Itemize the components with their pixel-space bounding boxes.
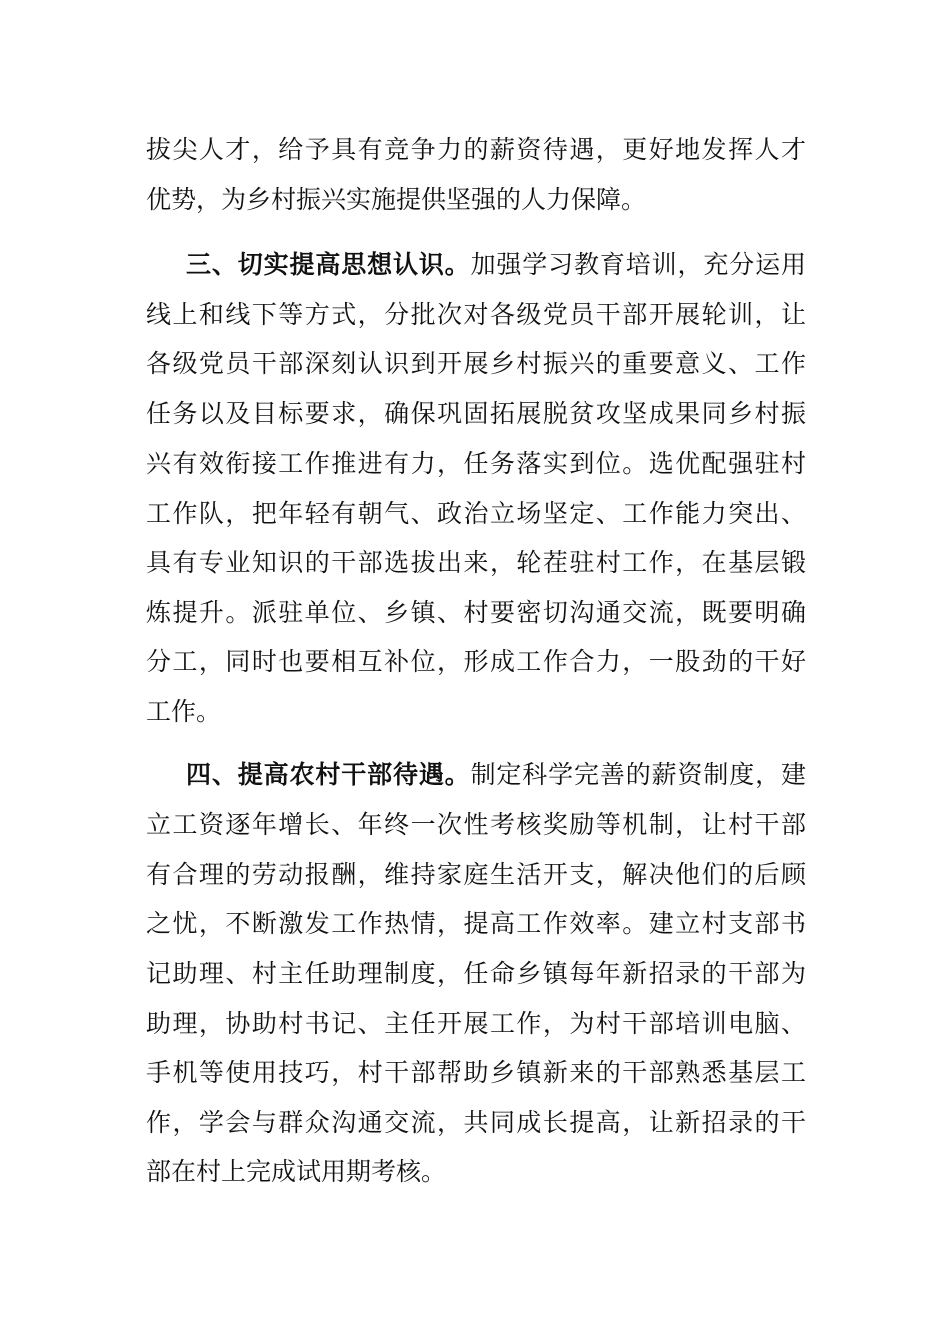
paragraph-3-line: 之忧，不断激发工作热情，提高工作效率。建立村支部书 [146,909,806,938]
paragraph-3-line: 助理，协助村书记、主任开展工作，为村干部培训电脑、 [146,1009,806,1038]
paragraph-3-line: 立工资逐年增长、年终一次性考核奖励等机制，让村干部 [146,810,806,839]
paragraph-2-line: 分工，同时也要相互补位，形成工作合力，一股劲的干好 [146,647,806,676]
paragraph-2-line: 工作。 [146,697,222,726]
paragraph-2-first-line [186,240,806,290]
paragraph-2-line: 兴有效衔接工作推进有力，任务落实到位。选优配强驻村 [146,449,806,478]
paragraph-2-first-line-text: 加强学习教育培训，充分运用 [470,250,806,279]
paragraph-1-line-2: 优势，为乡村振兴实施提供坚强的人力保障。 [146,185,647,214]
paragraph-3-first-line [186,750,806,800]
paragraph-3-first-line-text: 制定科学完善的薪资制度，建 [470,760,806,789]
paragraph-2-heading: 三、切实提高思想认识。 [186,250,471,279]
paragraph-2-line: 各级党员干部深刻认识到开展乡村振兴的重要意义、工作 [146,349,806,378]
paragraph-2-line: 线上和线下等方式，分批次对各级党员干部开展轮训，让 [146,300,806,329]
paragraph-3-line: 手机等使用技巧，村干部帮助乡镇新来的干部熟悉基层工 [146,1058,806,1087]
paragraph-2-line: 任务以及目标要求，确保巩固拓展脱贫攻坚成果同乡村振 [146,399,806,428]
paragraph-1-line-1: 拔尖人才，给予具有竞争力的薪资待遇，更好地发挥人才 [146,135,806,164]
paragraph-3-line: 部在村上完成试用期考核。 [146,1157,447,1186]
paragraph-2-line: 工作队，把年轻有朝气、政治立场坚定、工作能力突出、 [146,499,806,528]
paragraph-3-line: 作，学会与群众沟通交流，共同成长提高，让新招录的干 [146,1108,806,1137]
paragraph-2-line: 炼提升。派驻单位、乡镇、村要密切沟通交流，既要明确 [146,598,806,627]
paragraph-3-line: 有合理的劳动报酬，维持家庭生活开支，解决他们的后顾 [146,860,806,889]
paragraph-2-line: 具有专业知识的干部选拔出来，轮茬驻村工作，在基层锻 [146,548,806,577]
paragraph-3-line: 记助理、村主任助理制度，任命乡镇每年新招录的干部为 [146,959,806,988]
paragraph-3-heading: 四、提高农村干部待遇。 [186,760,471,789]
